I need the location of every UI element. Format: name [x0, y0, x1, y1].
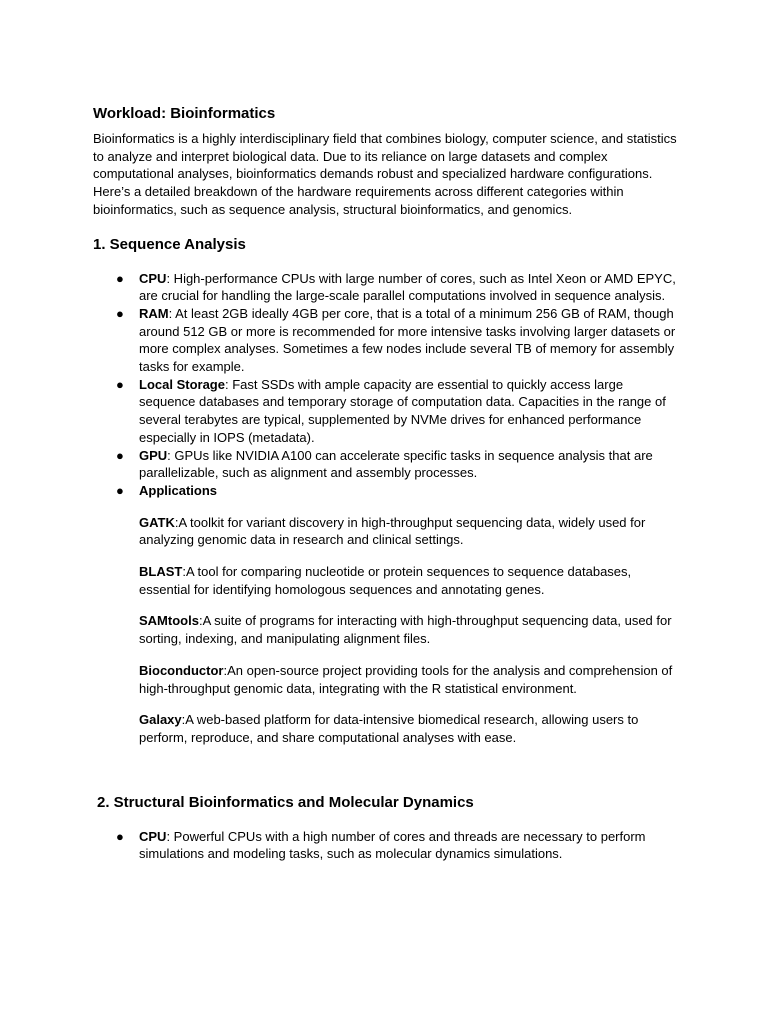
list-item-term: CPU: [139, 828, 167, 844]
sequence-analysis-list: [93, 270, 678, 500]
section-heading-sequence-analysis: 1. Sequence Analysis: [93, 235, 246, 253]
list-item: [93, 305, 678, 376]
bullet-icon: ●: [116, 305, 124, 321]
list-item-text: : GPUs like NVIDIA A100 can accelerate specific tasks in sequence analysis that are parallelizable, such as alignment and assembly processes.: [139, 447, 653, 481]
list-item-term: GPU: [139, 447, 168, 463]
list-item: [93, 828, 678, 863]
application-entry: [139, 612, 678, 647]
bullet-icon: ●: [116, 828, 124, 844]
application-name: BLAST: [139, 564, 183, 580]
list-item: [93, 270, 678, 305]
application-description: :A toolkit for variant discovery in high-throughput sequencing data, widely used for analyzing genomic data in research and clinical settings.: [139, 514, 646, 548]
bullet-icon: ●: [116, 447, 124, 463]
list-item-text: : Powerful CPUs with a high number of cores and threads are necessary to perform simulations and modeling tasks, such as molecular dynamics simulations.: [139, 828, 646, 862]
list-item-text: : At least 2GB ideally 4GB per core, that is a total of a minimum 256 GB of RAM, though around 512 GB or more is recommended for more intensive tasks involving larger datasets or more complex analyses. Sometimes a few nodes include several TB of memory for assembly tasks for example.: [139, 305, 676, 375]
application-entry: [139, 711, 678, 746]
application-name: Galaxy: [139, 712, 182, 728]
application-description: :A suite of programs for interacting with high-throughput sequencing data, used for sorting, indexing, and manipulating alignment files.: [139, 613, 672, 647]
list-item: [93, 376, 678, 447]
application-description: :A web-based platform for data-intensive biomedical research, allowing users to perform, reproduce, and share computational analyses with ease.: [139, 712, 639, 745]
application-description: :A tool for comparing nucleotide or protein sequences to sequence databases, essential for identifying homologous sequences and annotating genes.: [139, 564, 632, 597]
list-item: [93, 482, 678, 500]
application-entry: [139, 514, 678, 549]
list-item-term: CPU: [139, 270, 167, 286]
bullet-icon: ●: [116, 482, 124, 498]
applications-list: [93, 514, 678, 747]
list-item-term: Applications: [139, 482, 218, 498]
list-item-term: Local Storage: [139, 376, 225, 392]
application-name: GATK: [139, 514, 175, 530]
application-entry: [139, 662, 678, 697]
application-description: :An open-source project providing tools for the analysis and comprehension of high-throughput genomic data, integrating with the R statistical environment.: [139, 662, 673, 696]
list-item-text: : High-performance CPUs with large number of cores, such as Intel Xeon or AMD EPYC, are crucial for handling the large-scale parallel computations involved in sequence analysis.: [139, 270, 676, 304]
list-item: [93, 447, 678, 482]
list-item-text: : Fast SSDs with ample capacity are essential to quickly access large sequence databases and temporary storage of computation data. Capacities in the range of several terabytes are typical, supplemented by NVMe drives for enhanced performance especially in IOPS (metadata).: [139, 376, 666, 445]
document-page: [93, 104, 678, 863]
application-name: Bioconductor: [139, 662, 224, 678]
list-item-term: RAM: [139, 305, 169, 321]
application-name: SAMtools: [139, 613, 199, 629]
bullet-icon: ●: [116, 376, 124, 392]
bullet-icon: ●: [116, 270, 124, 286]
application-entry: [139, 563, 678, 598]
document-title: Workload: Bioinformatics: [93, 105, 276, 122]
intro-paragraph: Bioinformatics is a highly interdisciplinary field that combines biology, computer science, and statistics to analyze and interpret biological data. Due to its reliance on large datasets and complex computational analyses, bioinformatics demands robust and specialized hardware configurations. Here’s a detailed breakdown of the hardware requirements across different categories within bioinformatics, such as sequence analysis, structural bioinformatics, and genomics.: [93, 131, 677, 217]
section-heading-structural-bioinformatics: 2. Structural Bioinformatics and Molecular Dynamics: [97, 793, 474, 811]
structural-bioinformatics-list: [93, 828, 678, 863]
